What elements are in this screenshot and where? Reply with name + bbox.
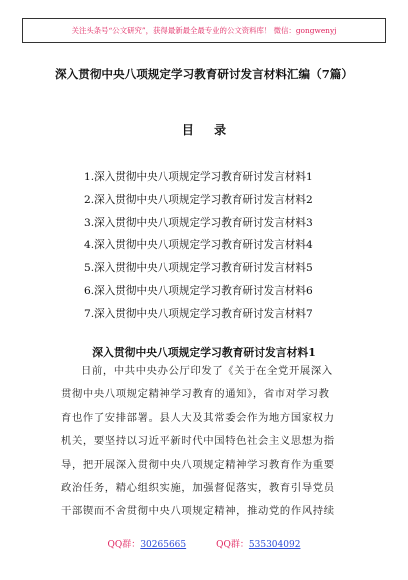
- footer: [0, 537, 408, 550]
- qq-group-1-number[interactable]: 30265665: [140, 540, 187, 550]
- body-line: 导，把开展深入贯彻中央八项规定精神学习教育作为重要: [61, 458, 335, 471]
- body-line: 日前，中共中央办公厅印发了《关于在全党开展深入: [81, 365, 333, 377]
- banner-text: 关注头条号“公文研究”，获得最新最全最专业的公文资料库！ 微信：gongwenyj: [71, 26, 337, 35]
- body-line: 贯彻中央八项规定精神学习教育的通知》，省市对学习教: [61, 388, 330, 401]
- body-line: 育也作了安排部署。县人大及其常委会作为地方国家权力: [61, 411, 335, 424]
- body-paragraph: [61, 360, 349, 524]
- body-line: 政治任务，精心组织实施，加强督促落实，教育引导党员: [61, 482, 335, 495]
- body-line: 机关，要坚持以习近平新时代中国特色社会主义思想为指: [61, 435, 335, 448]
- qq-group-1-label: QQ群：: [107, 540, 141, 550]
- qq-group-2-label: QQ群：: [216, 540, 249, 550]
- toc-item-2[interactable]: 2.深入贯彻中央八项规定学习教育研讨发言材料2: [84, 193, 313, 206]
- section-title: 深入贯彻中央八项规定学习教育研讨发言材料1: [92, 346, 316, 359]
- header-banner: [22, 18, 386, 43]
- qq-group-2-number[interactable]: 535304092: [248, 540, 301, 550]
- toc-item-5[interactable]: 5.深入贯彻中央八项规定学习教育研讨发言材料5: [84, 262, 313, 275]
- toc-item-7[interactable]: 7.深入贯彻中央八项规定学习教育研讨发言材料7: [84, 307, 313, 320]
- toc-item-4[interactable]: 4.深入贯彻中央八项规定学习教育研讨发言材料4: [84, 239, 313, 252]
- toc-heading: 目 录: [181, 123, 235, 137]
- body-line: 干部锲而不舍贯彻中央八项规定精神，推动党的作风持续: [61, 505, 335, 518]
- toc-item-1[interactable]: 1.深入贯彻中央八项规定学习教育研讨发言材料1: [84, 171, 313, 183]
- table-of-contents: [84, 166, 334, 326]
- document-title: 深入贯彻中央八项规定学习教育研讨发言材料汇编（7篇）: [55, 67, 353, 81]
- toc-item-3[interactable]: 3.深入贯彻中央八项规定学习教育研讨发言材料3: [84, 216, 313, 229]
- toc-item-6[interactable]: 6.深入贯彻中央八项规定学习教育研讨发言材料6: [84, 284, 313, 297]
